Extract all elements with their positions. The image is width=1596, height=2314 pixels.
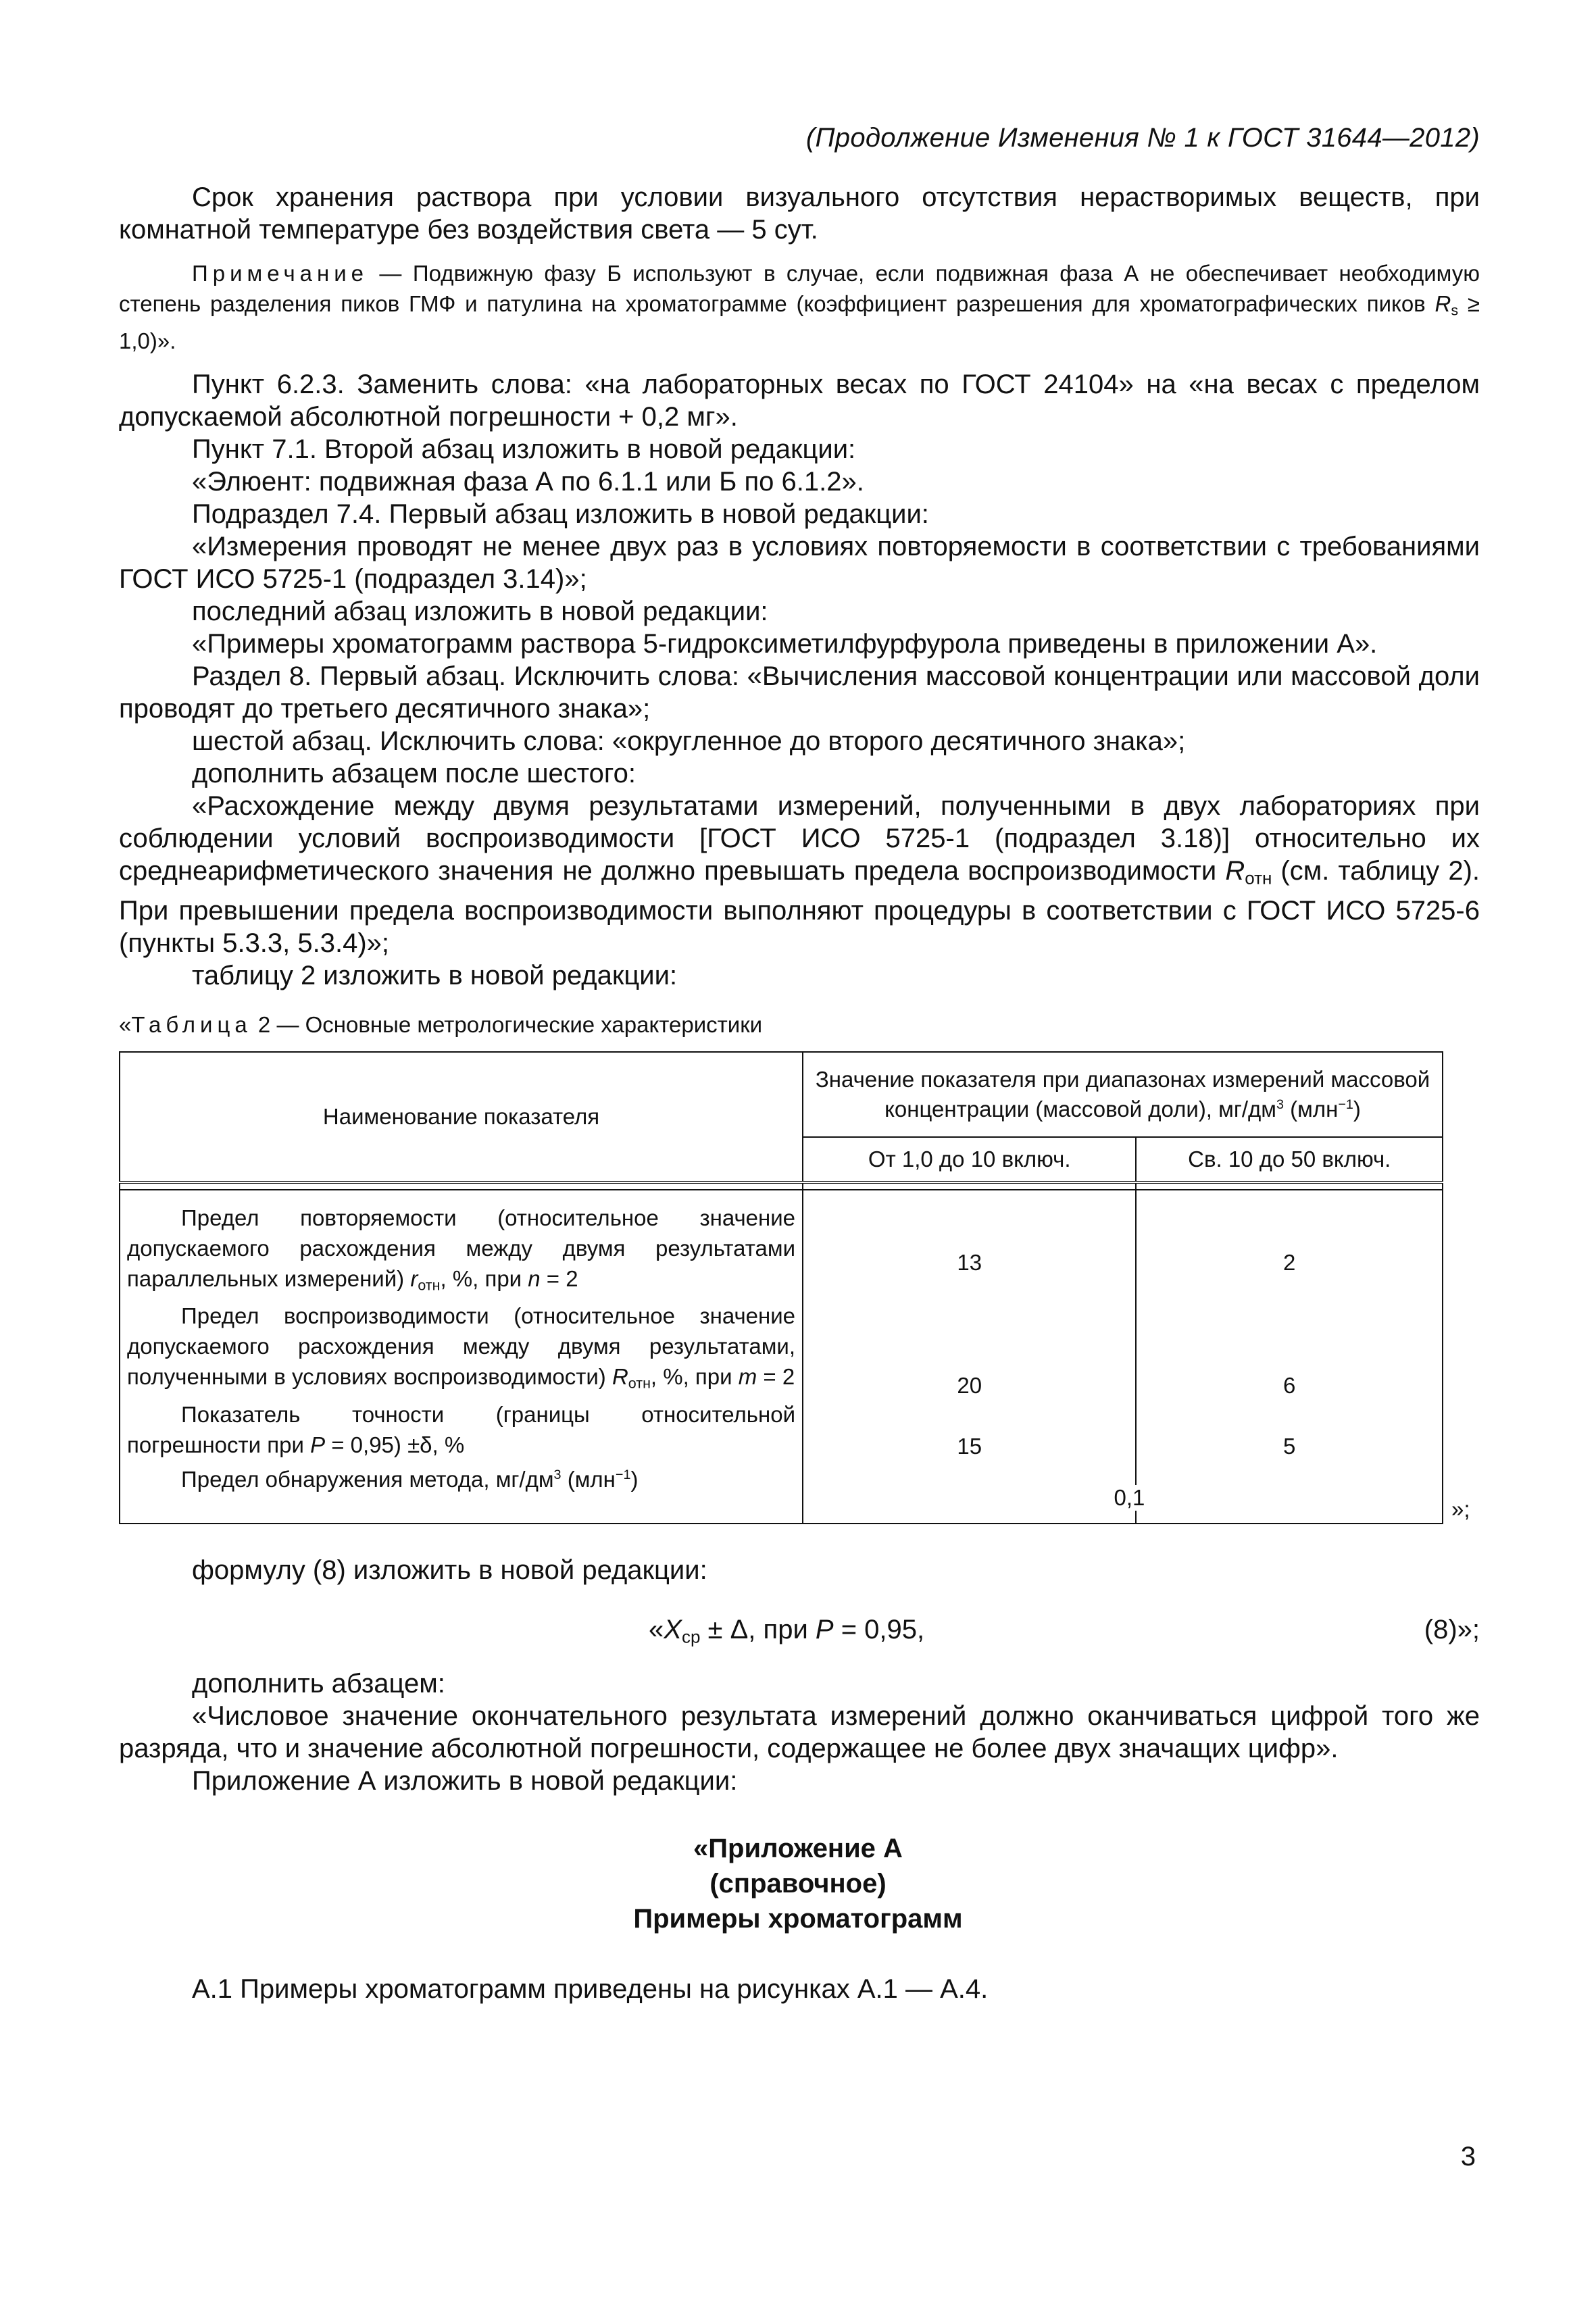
formula-open: « bbox=[649, 1615, 664, 1644]
formula-sub: ср bbox=[681, 1626, 701, 1647]
formula-8 bbox=[649, 1615, 924, 1648]
row-repeatability-name bbox=[127, 1203, 795, 1301]
divergence-text-a: «Расхождение между двумя результатами измерений, полученными в двух лабораториях при соблюдении условий воспроизводимости [ГОСТ ИСО 5725-1 (подраздел 3.18)] относительно их среднеарифметического значения не должно превышать предела воспроизводимости bbox=[119, 791, 1480, 886]
caption-label: Таблица bbox=[131, 1012, 252, 1037]
r2-symbol: R bbox=[612, 1364, 628, 1390]
divergence-text-b: (см. таблицу 2). При превышении предела воспроизводимости выполняют процедуры в соответствии с ГОСТ ИСО 5725-6 (пункты 5.3.3, 5.3.4)»; bbox=[119, 856, 1480, 958]
table-body-names bbox=[120, 1190, 803, 1524]
r4-value: 0,1 bbox=[1109, 1485, 1149, 1511]
row-reproducibility-name bbox=[127, 1301, 795, 1399]
r4-sup: 3 bbox=[553, 1467, 562, 1482]
r1-text-c: = 2 bbox=[540, 1266, 578, 1291]
r4-text-c: ) bbox=[630, 1466, 639, 1492]
metrology-table bbox=[119, 1051, 1443, 1524]
table-body-col-2 bbox=[1114, 1190, 1443, 1524]
body-text-top bbox=[119, 181, 1480, 992]
note-text: — Подвижную фазу Б используют в случае, если подвижная фаза А не обеспечивает необходимую степень разделения пиков ГМФ и патулина на хроматограмме (коэффициент разрешения для хроматографических пиков bbox=[119, 261, 1480, 316]
note-label: Примечание bbox=[192, 261, 369, 286]
r2-m: m bbox=[738, 1364, 757, 1390]
formula-symbol: X bbox=[664, 1615, 682, 1644]
note-paragraph bbox=[119, 258, 1480, 356]
caption-rest: 2 — Основные метрологические характеристики bbox=[251, 1012, 763, 1037]
paragraph-6-2-3: Пункт 6.2.3. Заменить слова: «на лабораторных весах по ГОСТ 24104» на «на весах с пределом допускаемой абсолютной погрешности + 0,2 мг». bbox=[119, 370, 1480, 432]
header-range-sup2: −1 bbox=[1338, 1097, 1353, 1113]
table-divider-cell bbox=[1136, 1182, 1443, 1190]
appendix-heading bbox=[0, 1831, 1596, 1936]
page-number: 3 bbox=[1460, 2142, 1476, 2171]
formula-number: (8)»; bbox=[1424, 1615, 1480, 1644]
running-head: (Продолжение Изменения № 1 к ГОСТ 31644—2012) bbox=[805, 123, 1480, 153]
body-text-after-table bbox=[119, 1554, 1480, 1586]
r3-value-1: 15 bbox=[957, 1434, 982, 1459]
caption-open-quote: « bbox=[119, 1012, 132, 1037]
note-symbol: R bbox=[1435, 291, 1451, 316]
paragraph-sixth: шестой абзац. Исключить слова: «округленное до второго десятичного знака»; bbox=[192, 726, 1186, 757]
r3-p: P bbox=[310, 1432, 326, 1457]
paragraph-storage: Срок хранения раствора при условии визуального отсутствия нерастворимых веществ, при комнатной температуре без воздействия света — 5 сут. bbox=[119, 182, 1480, 245]
r1-sub: отн bbox=[418, 1277, 441, 1294]
r2-value-2: 6 bbox=[1283, 1373, 1296, 1398]
r4-text-b: (млн bbox=[561, 1466, 616, 1492]
paragraph-add-after: дополнить абзацем после шестого: bbox=[192, 759, 636, 789]
r1-text-b: , %, при bbox=[440, 1266, 528, 1291]
paragraph-numeric: «Числовое значение окончательного результата измерений должно оканчиваться цифрой того же разряда, что и значение абсолютной погрешности, содержащее не более двух значащих цифр». bbox=[119, 1701, 1480, 1763]
header-range-text-b: (млн bbox=[1284, 1097, 1339, 1122]
paragraph-a1: А.1 Примеры хроматограмм приведены на рисунках А.1 — А.4. bbox=[192, 1974, 989, 2004]
formula-p: P bbox=[815, 1615, 834, 1644]
header-range-text: Значение показателя при диапазонах измерений массовой концентрации (массовой доли), мг/дм bbox=[815, 1067, 1430, 1122]
table-divider-cell bbox=[120, 1182, 803, 1190]
paragraph-table-2: таблицу 2 изложить в новой редакции: bbox=[192, 960, 678, 990]
appendix-subtitle: (справочное) bbox=[709, 1869, 887, 1898]
divergence-symbol: R bbox=[1225, 856, 1245, 886]
paragraph-measurements: «Измерения проводят не менее двух раз в условиях повторяемости в соответствии с требованиями ГОСТ ИСО 5725-1 (подраздел 3.14)»; bbox=[119, 532, 1480, 595]
r2-value-1: 20 bbox=[957, 1373, 982, 1398]
paragraph-last-abzac: последний абзац изложить в новой редакции: bbox=[192, 597, 768, 627]
r1-value-1: 13 bbox=[957, 1250, 982, 1275]
body-text-appendix bbox=[119, 1973, 1480, 2005]
table-divider-cell bbox=[803, 1182, 1136, 1190]
note-tail: ≥ 1,0)». bbox=[119, 291, 1480, 354]
table-closing-quote: »; bbox=[1451, 1496, 1470, 1521]
r2-text-a: Предел воспроизводимости (относительное значение допускаемого расхождения между двумя результатами, полученными в условиях воспроизводимости) bbox=[127, 1303, 796, 1390]
r1-symbol: r bbox=[410, 1266, 418, 1291]
r2-text-c: = 2 bbox=[757, 1364, 795, 1390]
body-text-after-formula bbox=[119, 1667, 1480, 1797]
r1-n: n bbox=[528, 1266, 541, 1291]
header-range-sup: 3 bbox=[1276, 1097, 1284, 1113]
r3-text-b: = 0,95) ±δ, % bbox=[325, 1432, 465, 1457]
header-range bbox=[803, 1052, 1443, 1137]
row-accuracy-name bbox=[127, 1399, 795, 1460]
paragraph-divergence bbox=[119, 790, 1480, 959]
r1-value-2: 2 bbox=[1283, 1250, 1296, 1275]
paragraph-add: дополнить абзацем: bbox=[192, 1669, 445, 1699]
paragraph-7-1: Пункт 7.1. Второй абзац изложить в новой редакции: bbox=[192, 434, 856, 465]
header-col-2: Св. 10 до 50 включ. bbox=[1136, 1137, 1443, 1182]
r3-text-a: Показатель точности (границы относительной погрешности при bbox=[127, 1401, 796, 1457]
r4-sup2: −1 bbox=[615, 1467, 631, 1482]
paragraph-appendix-a: Приложение А изложить в новой редакции: bbox=[192, 1766, 738, 1796]
paragraph-eluent: «Элюент: подвижная фаза А по 6.1.1 или Б по 6.1.2». bbox=[192, 467, 864, 497]
appendix-title: «Приложение А bbox=[693, 1834, 903, 1863]
paragraph-formula-8: формулу (8) изложить в новой редакции: bbox=[192, 1555, 707, 1585]
r2-sub: отн bbox=[628, 1375, 651, 1392]
formula-rest-a: ± Δ, при bbox=[700, 1615, 816, 1644]
note-subscript: s bbox=[1451, 302, 1459, 319]
appendix-heading-text: Примеры хроматограмм bbox=[633, 1904, 963, 1934]
divergence-subscript: отн bbox=[1245, 867, 1272, 888]
formula-rest-b: = 0,95, bbox=[833, 1615, 925, 1644]
header-col-1: От 1,0 до 10 включ. bbox=[803, 1137, 1136, 1182]
r1-text-a: Предел повторяемости (относительное значение допускаемого расхождения между двумя результатами параллельных измерений) bbox=[127, 1205, 796, 1291]
paragraph-section-8: Раздел 8. Первый абзац. Исключить слова: «Вычисления массовой концентрации или массовой доли проводят до третьего десятичного знака»; bbox=[119, 661, 1480, 724]
paragraph-7-4: Подраздел 7.4. Первый абзац изложить в новой редакции: bbox=[192, 499, 929, 530]
r3-value-2: 5 bbox=[1283, 1434, 1296, 1459]
row-detection-name bbox=[127, 1464, 795, 1494]
r4-text-a: Предел обнаружения метода, мг/дм bbox=[181, 1466, 554, 1492]
header-range-text-c: ) bbox=[1353, 1097, 1361, 1122]
paragraph-examples: «Примеры хроматограмм раствора 5-гидроксиметилфурфурола приведены в приложении А». bbox=[192, 629, 1378, 659]
header-name: Наименование показателя bbox=[120, 1052, 803, 1182]
table-caption bbox=[119, 1012, 762, 1038]
table-body-col-1 bbox=[803, 1190, 1136, 1524]
r2-text-b: , %, при bbox=[650, 1364, 739, 1390]
